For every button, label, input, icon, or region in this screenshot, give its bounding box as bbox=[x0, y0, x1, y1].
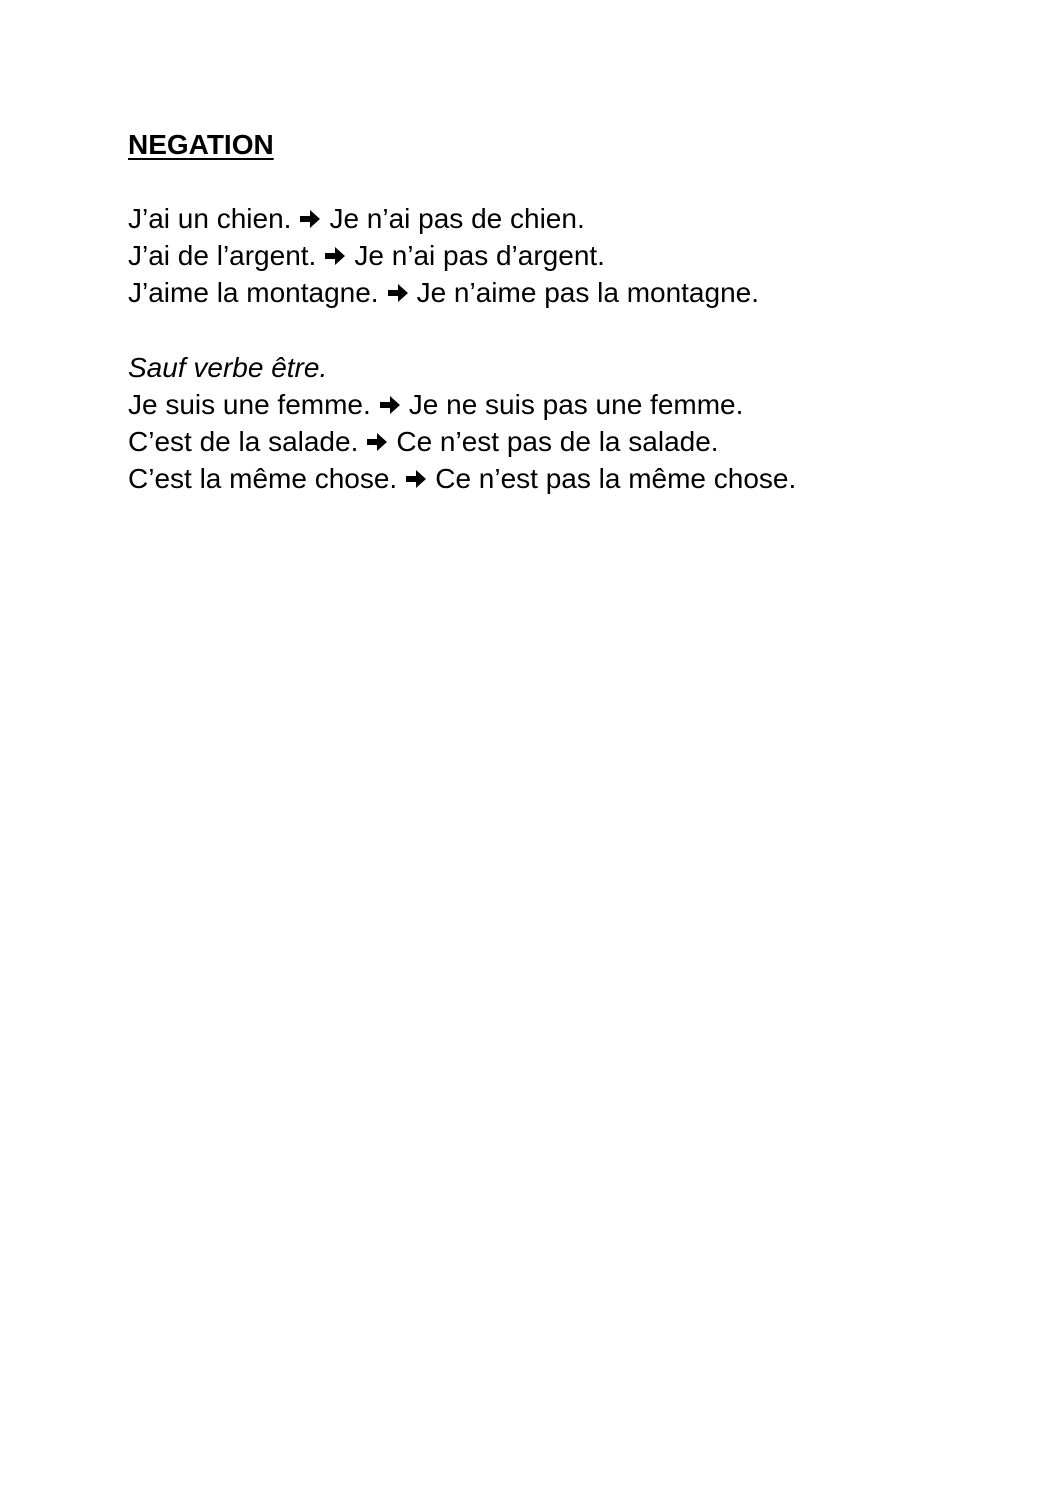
example-line bbox=[128, 237, 759, 274]
example-line bbox=[128, 274, 759, 311]
exception-note: Sauf verbe être. bbox=[128, 352, 328, 383]
right-arrow-icon bbox=[379, 395, 401, 415]
negative-sentence: Je n’ai pas de chien. bbox=[329, 203, 585, 234]
affirmative-sentence: C’est la même chose. bbox=[128, 463, 398, 494]
example-list-etre bbox=[128, 349, 796, 497]
page-title: NEGATION bbox=[128, 129, 274, 160]
affirmative-sentence: C’est de la salade. bbox=[128, 426, 359, 457]
example-line bbox=[128, 200, 759, 237]
example-line bbox=[128, 386, 796, 423]
example-list-general bbox=[128, 200, 759, 311]
negative-sentence: Ce n’est pas la même chose. bbox=[435, 463, 797, 494]
affirmative-sentence: J’ai un chien. bbox=[128, 203, 292, 234]
affirmative-sentence: Je suis une femme. bbox=[128, 389, 371, 420]
negative-sentence: Je n’aime pas la montagne. bbox=[416, 277, 760, 308]
example-line bbox=[128, 423, 796, 460]
affirmative-sentence: J’aime la montagne. bbox=[128, 277, 379, 308]
right-arrow-icon bbox=[366, 432, 388, 452]
negative-sentence: Je ne suis pas une femme. bbox=[408, 389, 744, 420]
right-arrow-icon bbox=[299, 209, 321, 229]
right-arrow-icon bbox=[387, 283, 409, 303]
example-line bbox=[128, 460, 796, 497]
negative-sentence: Je n’ai pas d’argent. bbox=[354, 240, 605, 271]
right-arrow-icon bbox=[324, 246, 346, 266]
right-arrow-icon bbox=[405, 469, 427, 489]
negative-sentence: Ce n’est pas de la salade. bbox=[396, 426, 719, 457]
affirmative-sentence: J’ai de l’argent. bbox=[128, 240, 317, 271]
